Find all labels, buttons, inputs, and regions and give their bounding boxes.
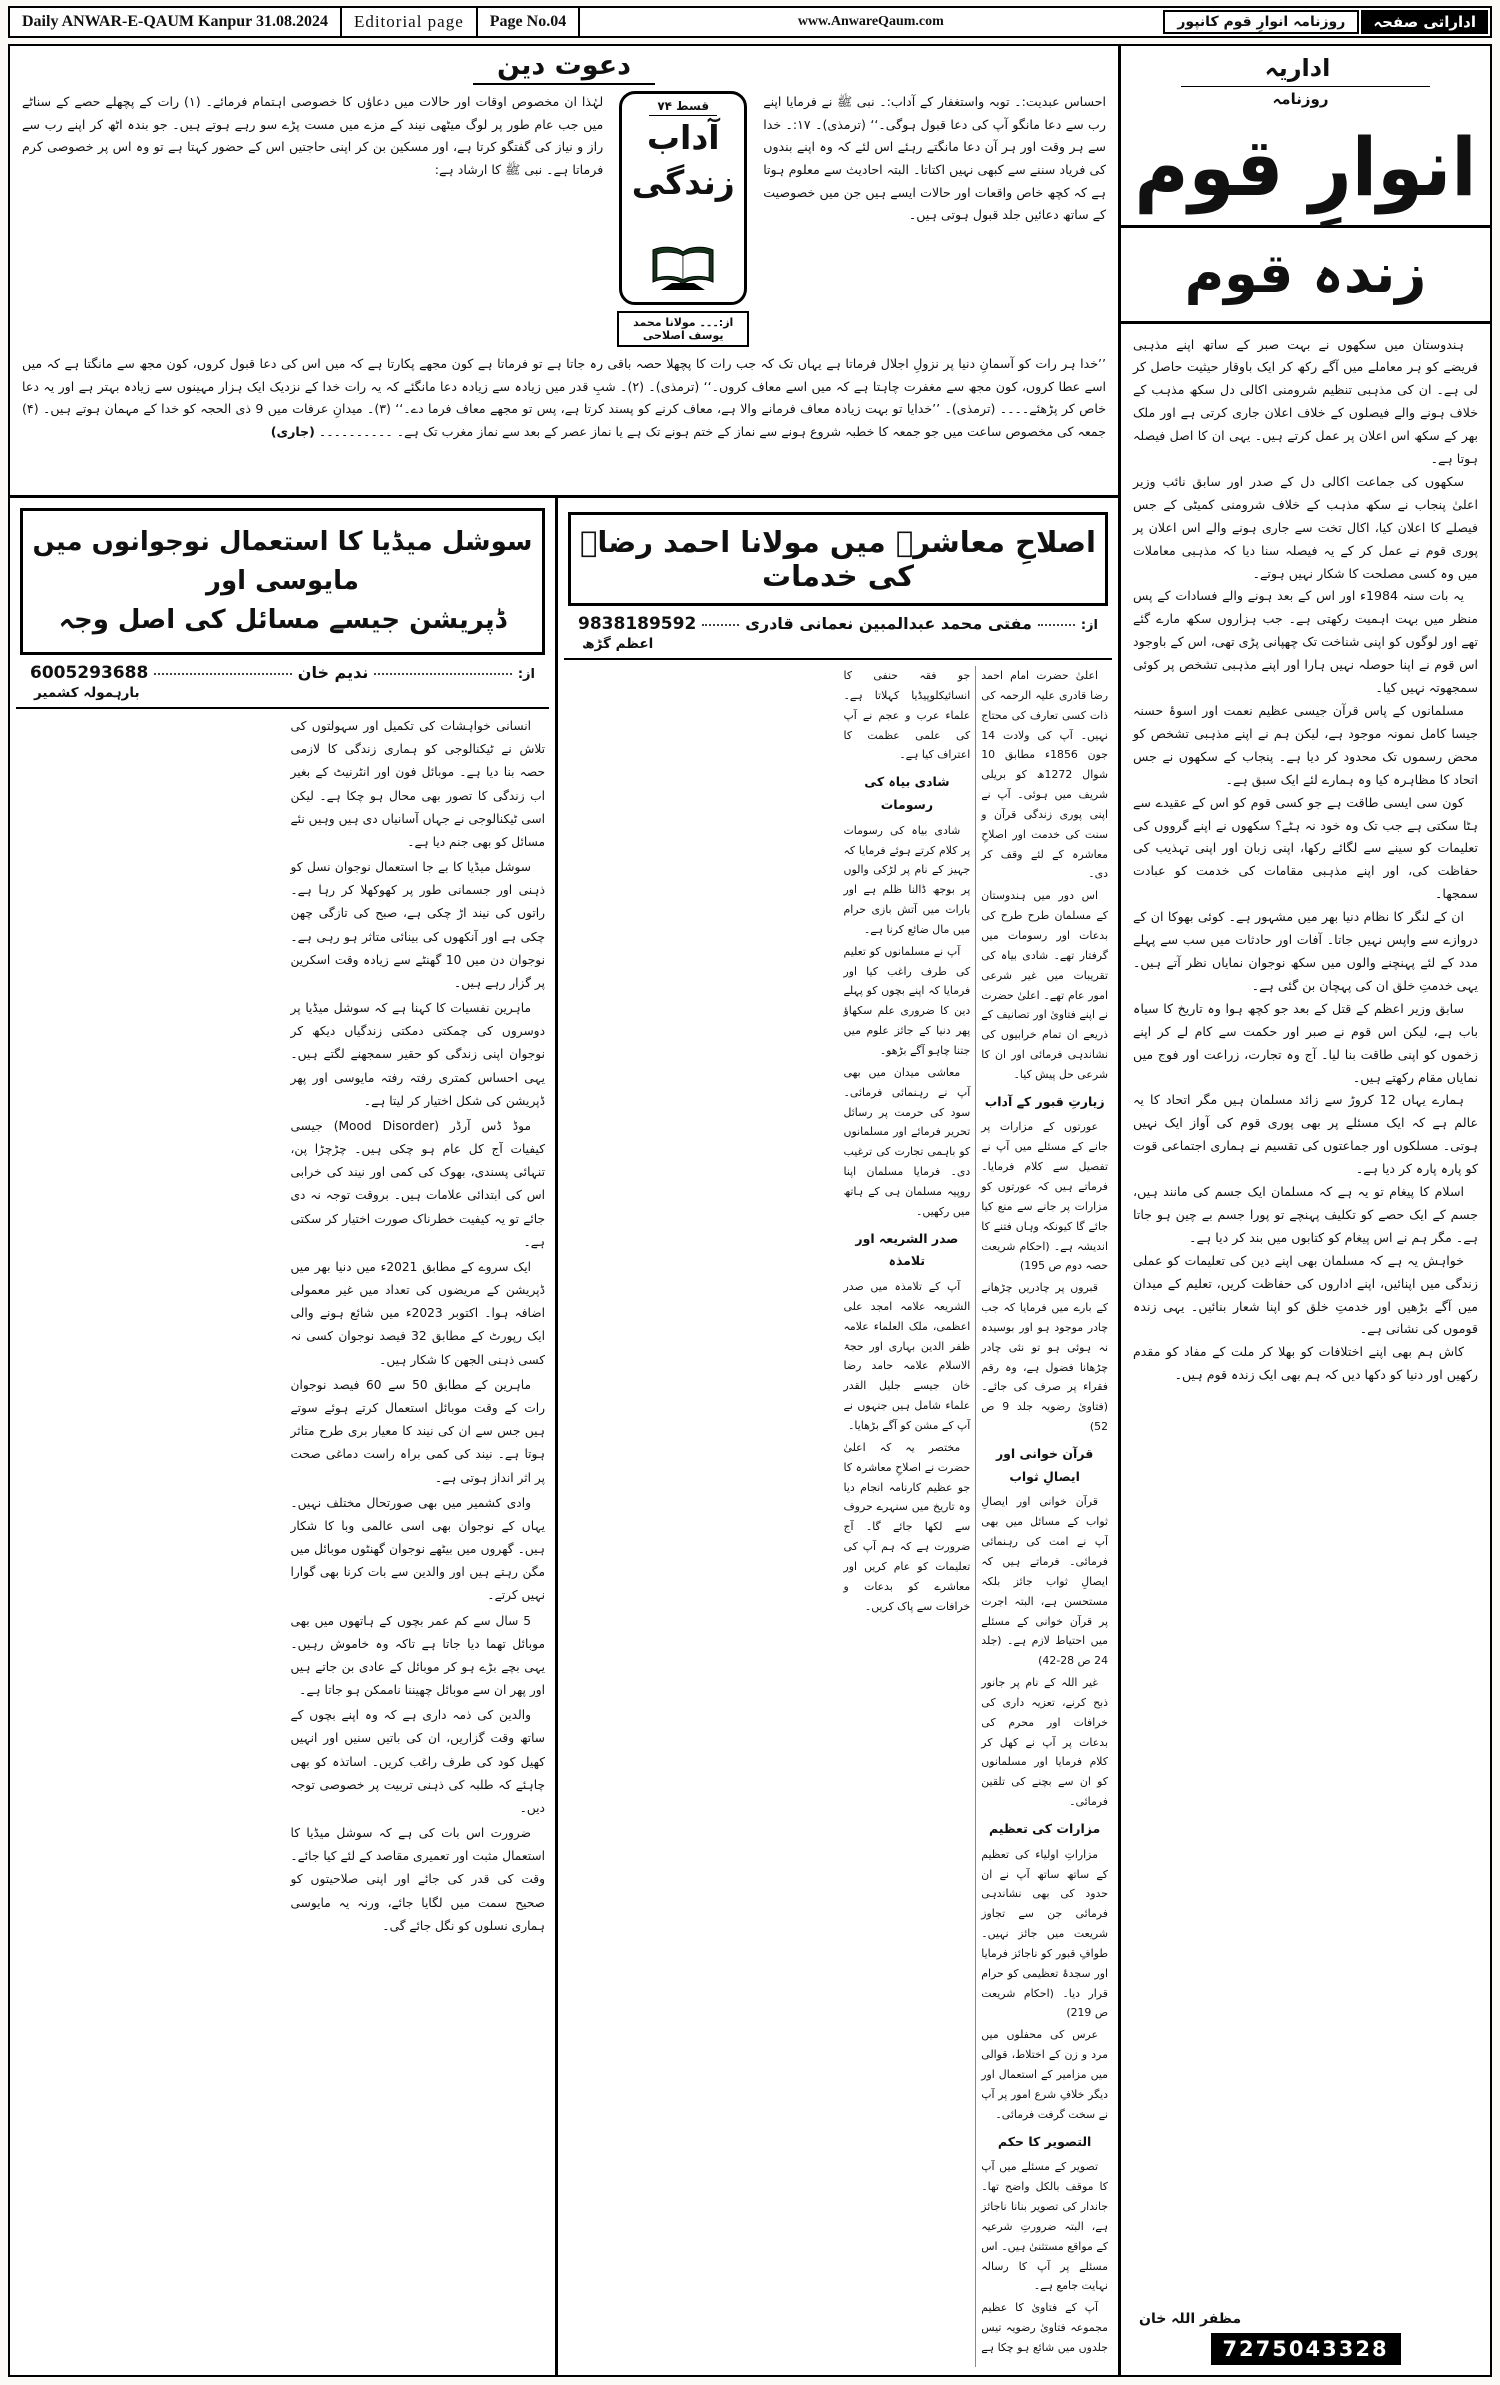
masthead-english: Daily ANWAR-E-QAUM Kanpur 31.08.2024 [10,8,342,36]
page-number: Page No.04 [478,8,580,36]
article-paragraph: خواہش یہ ہے کہ مسلمان بھی اپنے دین کی تعلیمات کو عملی زندگی میں اپنائیں، اپنے اداروں کی حفاظت کریں، تعلیم کے میدان میں آگے بڑھیں اور خدمتِ خلق کو اپنا شعار بنائیں۔ یہی زندہ قوموں کی نشانی ہے۔ [1133,1252,1478,1337]
article-paragraph: والدین کی ذمہ داری ہے کہ وہ اپنے بچوں کے ساتھ وقت گزاریں، ان کی باتیں سنیں اور انہیں کھیل کود کی طرف راغب کریں۔ اساتذہ کو بھی چاہئے کہ طلبہ کی ذہنی تربیت پر خصوصی توجہ دیں۔ [290,1708,545,1815]
editorial-column [1118,46,1490,2375]
article-subhead: شادی بیاہ کی رسومات [864,774,950,812]
article-paragraph: عورتوں کے مزارات پر جانے کے مسئلے میں آپ نے تفصیل سے کلام فرمایا۔ فرماتے ہیں کہ عورتوں کو مزارات پر جانے سے منع کیا جائے گا کیونکہ وہاں فتنے کا اندیشہ ہے۔ (احکام شریعت حصہ دوم ص 195) [981,1120,1108,1273]
editorial-page-urdu-badge: اداراتی صفحہ [1361,10,1488,34]
article-paragraph: غیر اللہ کے نام پر جانور ذبح کرنے، تعزیہ داری کی خرافات اور محرم کی بدعات پر آپ نے کھل کر کلام فرمایا اور مسلمانوں کو ان سے بچنے کی تلقین فرمائی۔ [981,1676,1108,1809]
article-paragraph: ان کے لنگر کا نظام دنیا بھر میں مشہور ہے۔ کوئی بھوکا ان کے دروازے سے واپس نہیں جاتا۔ آفات اور حادثات میں سب سے پہلے مدد کے لئے پہنچنے والوں میں سکھ نوجوان نمایاں نظر آتے ہیں۔ یہی خدمتِ خلق ان کی پہچان بن گئی ہے۔ [1133,909,1478,993]
social-author-location: بارہمولہ کشمیر [34,685,140,701]
article-paragraph: آپ کے فتاویٰ کا عظیم مجموعہ فتاویٰ رضویہ تیس جلدوں میں شائع ہو چکا ہے جو فقہ حنفی کا انسائیکلوپیڈیا کہلاتا ہے۔ علماء عرب و عجم نے آپ کی علمی عظمت کا اعتراف کیا ہے۔ [843,669,1108,2354]
editorial-body [1121,324,1490,2308]
dawat-lead-text: احساس عبدیت:۔ توبہ واستغفار کے آداب:۔ نبی ﷺ نے فرمایا اپنے رب سے دعا مانگو آپ کی دعا قبول ہوگی۔‘‘ (ترمذی)۔ ۱۷:۔ خدا سے ہر وقت اور ہر آن دعا مانگتے رہئے اس لئے کہ وہ اپنے بندوں کی فریاد سننے سے کبھی نہیں اکتاتا۔ البتہ احادیث سے معلوم ہوتا ہے کہ کچھ خاص واقعات اور حالات ایسے ہیں جن میں خصوصیت کے ساتھ دعائیں جلد قبول ہوتی ہیں۔ [763,94,1106,223]
islah-author-location: اعظم گڑھ [582,636,654,652]
dawat-continuation: ’’خدا ہر رات کو آسمانِ دنیا پر نزولِ اجلال فرماتا ہے یہاں تک کہ جب رات کا پچھلا حصہ باقی رہ جاتا ہے تو فرماتا ہے کون مجھے پکارتا ہے کہ میں اس کی دعا قبول کروں، کون مجھ سے مانگتا ہے کہ میں اسے عطا کروں، کون مجھ سے مغفرت چاہتا ہے کہ میں اسے معاف کروں۔‘‘ (ترمذی)۔ (۲)۔ شبِ قدر میں زیادہ سے زیادہ دعا مانگئے کہ یہ رات خدا کے نزدیک ایک ہزار مہینوں سے زیادہ بہتر ہے اور یہ دعا خاص کر پڑھئے۔۔۔۔ (ترمذی)۔ ’’خدایا تو بہت زیادہ معاف فرمانے والا ہے، معاف کرنے کو پسند کرتا ہے، پس تو مجھے معاف فرما دے۔‘‘ (۳)۔ میدانِ عرفات میں 9 ذی الحجہ کو خدا کے مہمان ہوتے ہیں۔ (۴) جمعہ کی مخصوص ساعت میں جو جمعہ کا خطبہ شروع ہونے سے نماز کے ختم ہونے تک ہے یا نماز عصر کے بعد سے نماز مغرب تک ہے۔ ۔۔۔۔۔۔۔۔۔۔ [22,356,1106,439]
adab-zindagi-box [619,91,747,305]
website-url: www.AnwareQaum.com [797,14,944,29]
article-paragraph: یہ بات سنہ 1984ء اور اس کے بعد ہونے والے فسادات کے پس منظر میں بہت اہمیت رکھتی ہے۔ جب ہزاروں سکھ مارے گئے تھے اور لوگوں کو اپنی شناخت تک چھپانی پڑی تھی، اس کے باوجود اس قوم نے اپنا حوصلہ نہیں ہارا اور اپنے مذہبی تشخص پر کوئی سمجھوتہ نہیں کیا۔ [1133,588,1478,696]
article-islah-muashara [555,498,1118,2375]
islah-title-box [568,512,1108,606]
social-author-phone: 6005293688 [29,663,149,683]
article-paragraph: ماہرین نفسیات کا کہنا ہے کہ سوشل میڈیا پر دوسروں کی چمکتی دمکتی زندگیاں دیکھ کر نوجوان اپنی زندگی کو حقیر سمجھنے لگتے ہیں۔ یہی احساس کمتری رفتہ رفتہ مایوسی اور پھر ڈپریشن کی شکل اختیار کر لیتا ہے۔ [290,1001,545,1108]
lower-articles [10,498,1118,2375]
article-paragraph: آپ نے مسلمانوں کو تعلیم کی طرف راغب کیا اور فرمایا کہ اپنے بچوں کو پہلے دین کا ضروری علم سکھاؤ پھر دنیا کے جائز علوم میں جتنا چاہو آگے بڑھو۔ [843,944,971,1057]
article-paragraph: اسلام کا پیغام تو یہ ہے کہ مسلمان ایک جسم کی مانند ہیں، جسم کے ایک حصے کو تکلیف پہنچے تو پورا جسم بے چین ہو جاتا ہے۔ مگر ہم نے اس پیغام کو کتابوں میں بند کر دیا ہے۔ [1133,1184,1478,1245]
article-paragraph: عرس کی محفلوں میں مرد و زن کے اختلاط، قوالی میں مزامیر کے استعمال اور دیگر خلافِ شرع امور پر آپ نے سخت گرفت فرمائی۔ [981,2028,1108,2121]
islah-article-title: اصلاحِ معاشرہ میں مولانا احمد رضاؒ کی خدمات [580,525,1096,593]
article-subhead: التصویر کا حکم [997,2133,1092,2149]
article-paragraph: کون سی ایسی طاقت ہے جو کسی قوم کو اس کے عقیدے سے ہٹا سکتی ہے جب تک وہ خود نہ ہٹے؟ سکھوں نے اپنے گرووں کی تعلیمات کو سینے سے لگائے رکھا، اپنی زبان اور اپنی تہذیب کی حفاظت کی، اور اپنے مذہبی مقامات کی خدمت کو عبادت سمجھا۔ [1133,794,1478,902]
social-article-body [20,715,545,2367]
article-paragraph: قرآن خوانی اور ایصالِ ثواب کے مسائل میں بھی آپ نے امت کی رہنمائی فرمائی۔ فرماتے ہیں کہ ایصالِ ثواب جائز بلکہ مستحسن ہے، البتہ اجرت پر قرآن خوانی کے مسئلے میں احتیاط لازم ہے۔ (جلد 24 ص 28-42) [981,1495,1108,1668]
article-paragraph: قبروں پر چادریں چڑھانے کے بارے میں فرمایا کہ جب چادر موجود ہو اور بوسیدہ نہ ہوئی ہو تو نئی چادر چڑھانا فضول ہے، وہ رقم فقراء پر صرف کی جائے۔ (فتاویٰ رضویہ جلد 9 ص 52) [981,1281,1108,1434]
article-paragraph: مسلمانوں کے پاس قرآن جیسی عظیم نعمت اور اسوۂ حسنہ جیسا کامل نمونہ موجود ہے، لیکن ہم نے اپنے مذہبی تشخص کو محض رسموں تک محدود کر دیا ہے۔ پنجاب کے سکھوں نے جس اتحاد کا مظاہرہ کیا وہ ہمارے لئے ایک سبق ہے۔ [1133,703,1478,787]
quran-on-rehal-icon [646,243,720,297]
article-paragraph: سابق وزیر اعظم کے قتل کے بعد جو کچھ ہوا وہ تاریخ کا سیاہ باب ہے، لیکن اس قوم نے صبر اور حکمت سے کام لے کر اپنے زخموں کو اپنی طاقت بنا لیا۔ آج وہ تجارت، زراعت اور فوج میں نمایاں مقام رکھتے ہیں۔ [1133,1000,1478,1085]
social-article-title [20,508,545,655]
editorial-author-phone: 7275043328 [1211,2333,1401,2365]
social-title-line1: سوشل میڈیا کا استعمال نوجوانوں میں مایوسی اور [32,527,533,596]
article-paragraph: سوشل میڈیا کا بے جا استعمال نوجوان نسل کو ذہنی اور جسمانی طور پر کھوکھلا کر رہا ہے۔ راتوں کی نیند اڑ چکی ہے، صبح کی تازگی چھن چکی ہے اور آنکھوں کی بینائی متاثر ہو رہی ہے۔ نوجوان دن میں 10 گھنٹے سے زیادہ وقت اسکرین پر گزار رہے ہیں۔ [290,860,545,990]
paper-masthead-urdu: انوارِ قوم [1134,121,1477,215]
social-author: ندیم خان [297,663,369,682]
episode-number: قسط ۷۴ [649,99,717,116]
editorial-footer [1121,2307,1490,2375]
islah-author: مفتی محمد عبدالمبین نعمانی قادری [745,614,1032,633]
editorial-label: اداریہ [1264,54,1331,82]
byline-dots [374,673,512,675]
editorial-author: مظفر اللہ خان [1139,2311,1242,2327]
byline-dots [154,673,292,675]
article-paragraph: معاشی میدان میں بھی آپ نے رہنمائی فرمائی۔ سود کی حرمت پر رسائل تحریر فرمائے اور مسلمانوں کو باہمی تجارت کی ترغیب دی۔ فرمایا مسلمان اپنا روپیہ مسلمان ہی کے ہاتھ میں رکھیں۔ [843,1065,971,1218]
social-byline-prefix: از: [517,667,535,682]
article-paragraph: مزاراتِ اولیاء کی تعظیم کے ساتھ ساتھ آپ نے ان حدود کی بھی نشاندہی فرمائی جن سے تجاوز شریعت میں جائز نہیں۔ طوافِ قبور کو ناجائز فرمایا اور سجدۂ تعظیمی کو حرام قرار دیا۔ (احکام شریعت ص 219) [981,1847,1108,2020]
editorial-page-label: Editorial page [342,8,478,36]
continued-mark: (جاری) [270,423,315,439]
dawat-section-title: دعوت دین [473,50,655,85]
social-title-line2: ڈپریشن جیسے مسائل کی اصل وجہ [58,605,507,635]
dawat-author: مولانا محمد یوسف اصلاحی [633,316,724,342]
daily-label: روزنامہ [1181,86,1431,108]
byline-dots [702,624,739,626]
article-paragraph: اس دور میں ہندوستان کے مسلمان طرح طرح کی بدعات اور رسومات میں گرفتار تھے۔ شادی بیاہ کی تقریبات میں غیر شرعی امور عام تھے۔ اعلیٰ حضرت نے اپنے فتاویٰ اور تصانیف کے ذریعے ان تمام خرابیوں کی نشاندہی فرمائی اور ان کا شرعی حل پیش کیا۔ [981,889,1108,1081]
social-byline [16,661,549,709]
article-paragraph: موڈ ڈس آرڈر (Mood Disorder) جیسی کیفیات آج کل عام ہو چکی ہیں۔ چڑچڑا پن، تنہائی پسندی، بھوک کی کمی اور نیند کی خرابی اس کی ابتدائی علامات ہیں۔ بروقت توجہ نہ دی جائے تو یہ کیفیت خطرناک صورت اختیار کر سکتی ہے۔ [290,1118,545,1249]
article-subhead: صدر الشریعہ اور تلامذہ [855,1230,959,1269]
article-paragraph: ہمارے یہاں 12 کروڑ سے زائد مسلمان ہیں مگر اتحاد کا یہ عالم ہے کہ ایک مسئلے پر بھی پوری قوم کی آواز ایک نہیں ہوتی۔ مسلکوں اور جماعتوں کی تقسیم نے ہماری اجتماعی قوت کو پارہ پارہ کر دیا ہے۔ [1133,1092,1478,1177]
paper-name-urdu: روزنامہ انوارِ قوم کانپور [1163,10,1359,34]
article-subhead: زیارتِ قبور کے آداب [984,1093,1105,1109]
page-content [8,44,1492,2377]
article-paragraph: ایک سروے کے مطابق 2021ء میں دنیا بھر میں ڈپریشن کے مریضوں کی تعداد میں غیر معمولی اضافہ ہوا۔ اکتوبر 2023ء میں شائع ہونے والی ایک رپورٹ کے مطابق 32 فیصد نوجوان کسی نہ کسی ذہنی الجھن کا شکار ہیں۔ [290,1259,545,1367]
page-header-bar [8,6,1492,38]
dawat-byline-prefix: از:۔۔۔ [699,316,734,329]
article-paragraph: ماہرین کے مطابق 50 سے 60 فیصد نوجوان رات کے وقت موبائل استعمال کرتے ہوئے سوتے ہیں جس سے ان کی نیند کا معیار بری طرح متاثر ہوتا ہے۔ نیند کی کمی براہ راست دماغی صحت پر اثر انداز ہوتی ہے۔ [290,1377,545,1485]
islah-byline-prefix: از: [1080,618,1098,633]
adab-zindagi-graphic [615,91,751,347]
graphic-word-zindagi: زندگی [631,162,735,202]
article-paragraph: مختصر یہ کہ اعلیٰ حضرت نے اصلاحِ معاشرہ کا جو عظیم کارنامہ انجام دیا وہ تاریخ میں سنہرے حروف سے لکھا جائے گا۔ آج ضرورت ہے کہ ہم آپ کی تعلیمات کو عام کریں اور معاشرے کو بدعات و خرافات سے پاک کریں۔ [843,1440,971,1613]
byline-dots [1038,624,1075,626]
article-paragraph: انسانی خواہشات کی تکمیل اور سہولتوں کی تلاش نے ٹیکنالوجی کو ہماری زندگی کا لازمی حصہ بنا دیا ہے۔ موبائل فون اور انٹرنیٹ کے بغیر اب زندگی کا تصور بھی محال ہو چکا ہے۔ لیکن اسی ٹیکنالوجی نے جہاں آسانیاں دی ہیں وہیں نئے مسائل کو بھی جنم دیا ہے۔ [290,719,545,849]
article-paragraph: اعلیٰ حضرت امام احمد رضا قادری علیہ الرحمہ کی ذات کسی تعارف کی محتاج نہیں۔ آپ کی ولادت 14 جون 1856ء مطابق 10 شوال 1272ھ کو بریلی شریف میں ہوئی۔ آپ نے اپنی پوری زندگی قرآن و سنت کی خدمت اور اصلاحِ معاشرہ کے لئے وقف کر دی۔ [981,669,1108,881]
graphic-word-adab: آداب [646,118,720,157]
article-subhead: مزارات کی تعظیم [988,1820,1101,1836]
article-social-media [10,498,555,2375]
islah-article-body [568,666,1108,2367]
islah-byline [564,612,1112,660]
article-paragraph: وادی کشمیر میں بھی صورتحال مختلف نہیں۔ یہاں کے نوجوان بھی اسی عالمی وبا کا شکار ہیں۔ گھروں میں بیٹھے نوجوان گھنٹوں موبائل میں مگن رہتے ہیں اور والدین سے بات کرنا بھی گوارا نہیں کرتے۔ [290,1495,545,1603]
main-area [10,46,1118,2375]
article-subhead: قرآن خوانی اور ایصالِ ثواب [995,1445,1094,1484]
editorial-masthead-block [1121,46,1490,225]
article-paragraph: آپ کے تلامذہ میں صدر الشریعہ علامہ امجد علی اعظمی، ملک العلماء علامہ ظفر الدین بہاری اور حجۃ الاسلام علامہ حامد رضا خان جیسے جلیل القدر علماء شامل ہیں جنہوں نے آپ کے مشن کو آگے بڑھایا۔ [843,1280,971,1432]
article-paragraph: شادی بیاہ کی رسومات پر کلام کرتے ہوئے فرمایا کہ جہیز کے نام پر لڑکی والوں پر بوجھ ڈالنا ظلم ہے اور بارات میں آتش بازی حرام میں مال ضائع کرنا ہے۔ [843,823,971,936]
article-paragraph: کاش ہم بھی اپنے اختلافات کو بھلا کر ملت کے مفاد کو مقدم رکھیں اور دنیا کو دکھا دیں کہ ہم بھی ایک زندہ قوم ہیں۔ [1133,1344,1478,1383]
section-dawat-e-deen [10,46,1118,498]
article-paragraph: تصویر کے مسئلے میں آپ کا موقف بالکل واضح تھا۔ جاندار کی تصویر بنانا ناجائز ہے، البتہ ضرورتِ شرعیہ کے مواقع مستثنیٰ ہیں۔ اس مسئلے پر آپ کا رسالہ نہایت جامع ہے۔ [981,2160,1108,2293]
editorial-headline: زندہ قوم [1121,225,1490,324]
article-paragraph: سکھوں کی جماعت اکالی دل کے صدر اور سابق نائب وزیر اعلیٰ پنجاب نے سکھ مذہب کے خلاف شرومنی کمیٹی کے جس فیصلے کا اعلان کیا، اکال تخت سے جاری ہونے والے اس اعلان پر پوری قوم نے عمل کر کے یہ فیصلہ سنا دیا کہ مذہبی معاملات میں وہ کسی مصلحت کا شکار نہیں ہوتے۔ [1133,473,1478,581]
dawat-continuation-text [22,353,1106,493]
article-paragraph: 5 سال سے کم عمر بچوں کے ہاتھوں میں بھی موبائل تھما دیا جاتا ہے تاکہ وہ خاموش رہیں۔ یہی بچے بڑے ہو کر موبائل کے عادی بن جاتے ہیں اور پھر ان سے موبائل چھیننا ناممکن ہو جاتا ہے۔ [290,1613,545,1698]
article-paragraph: ہندوستان میں سکھوں نے بہت صبر کے ساتھ اپنے مذہبی فریضے کو ہر معاملے میں آگے رکھ کر ایک باوقار حیثیت حاصل کر لی ہے۔ ان کی مذہبی تنظیم شرومنی اکالی دل سکھ مذہب کے خلاف ہونے والے فیصلوں کے خلاف اعلان جاری کرتی ہے اور ملک بھر کے سکھ اس اعلان پر عمل کرتے ہیں۔ یہی ان کا اصل فیصلہ ہوتا ہے۔ [1133,336,1478,467]
islah-author-phone: 9838189592 [578,614,697,634]
dawat-second-text: لہٰذا ان مخصوص اوقات اور حالات میں دعاؤں کا خصوصی اہتمام فرمائے۔ (۱) رات کے پچھلے حصے کے سناٹے میں جب عام طور پر لوگ میٹھی نیند کے مزے میں مست پڑے سو رہے ہوتے ہیں۔ جو بندہ اٹھ کر اپنے رب سے راز و نیاز کی گفتگو کرتا ہے، اور مسکین بن کر اپنی حاجتیں اس کے حضور کہتا ہے تو وہ اس پر خصوصی کرم فرماتا ہے۔ نبی ﷺ کا ارشاد ہے: [22,94,604,177]
dawat-author-box [617,311,749,347]
article-paragraph: ضرورت اس بات کی ہے کہ سوشل میڈیا کا استعمال مثبت اور تعمیری مقاصد کے لئے کیا جائے۔ وقت کی قدر کی جائے اور اپنی صلاحیتوں کو صحیح سمت میں لگایا جائے، ورنہ یہ مایوسی ہماری نسلوں کو نگل جائے گی۔ [290,1826,545,1933]
